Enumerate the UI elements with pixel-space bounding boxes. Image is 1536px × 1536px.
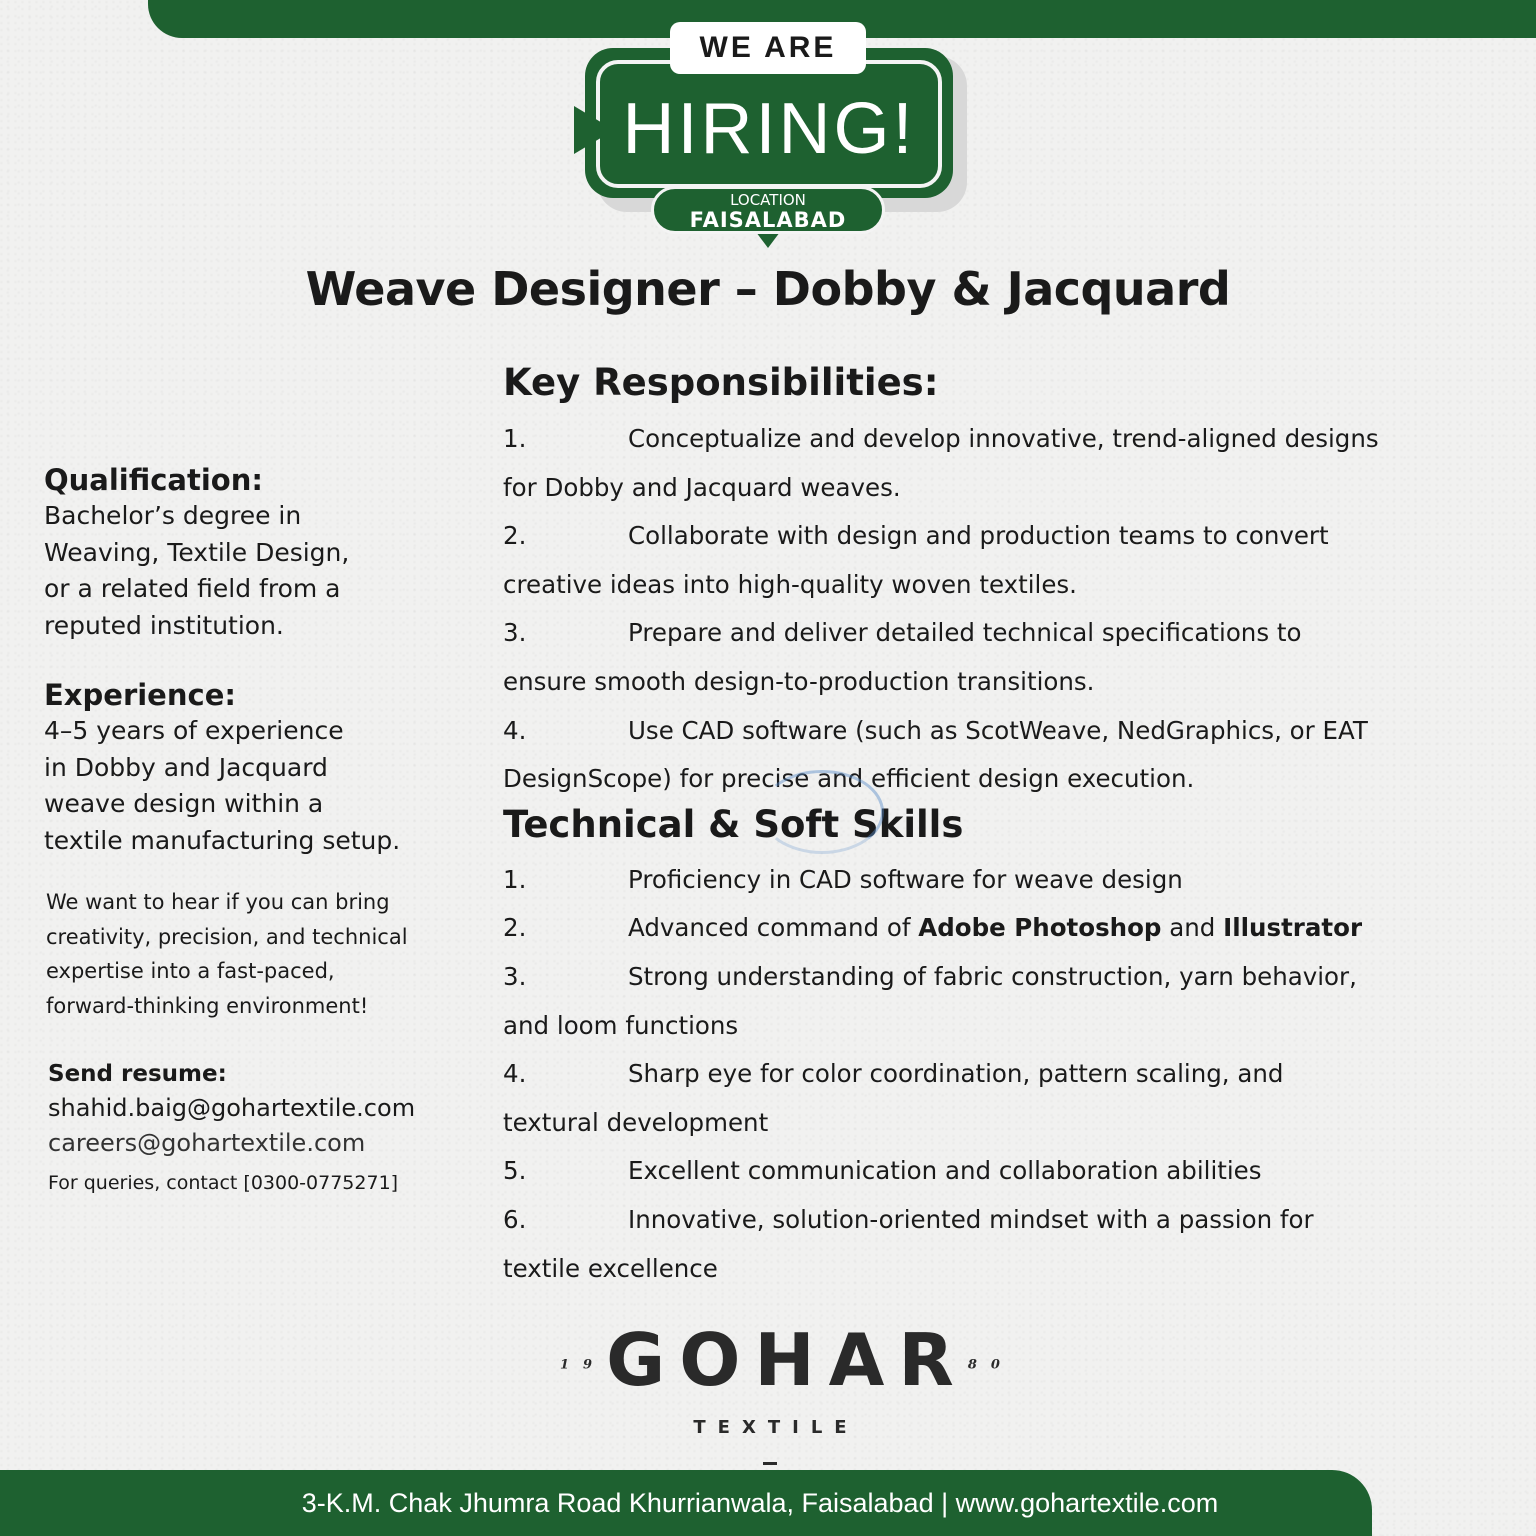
logo-year-left: 19 — [560, 1357, 607, 1373]
item-text: Prepare and deliver detailed technical specifications to — [628, 618, 1302, 648]
item-continuation: textile excellence — [503, 1253, 718, 1283]
send-resume-heading: Send resume: — [48, 1061, 227, 1087]
item-number: 1. — [503, 864, 527, 894]
skill-item — [503, 1196, 1503, 1293]
experience-section — [44, 677, 484, 859]
location-city: FAISALABAD — [689, 208, 847, 232]
experience-line: in Dobby and Jacquard — [44, 752, 328, 782]
responsibility-item — [503, 707, 1503, 804]
qualification-section — [44, 462, 484, 644]
responsibility-item — [503, 512, 1503, 609]
item-number: 3. — [503, 961, 527, 991]
experience-text — [44, 713, 484, 859]
pitch-line: expertise into a fast-paced, — [46, 959, 335, 983]
watermark-logo-icon — [760, 770, 884, 854]
skills-list — [503, 856, 1503, 1293]
item-text: Sharp eye for color coordination, pattern scaling, and — [628, 1059, 1284, 1089]
item-continuation: creative ideas into high-quality woven textiles. — [503, 569, 1077, 599]
pitch-line: creativity, precision, and technical — [46, 924, 408, 949]
item-number: 1. — [503, 424, 527, 453]
item-text: Strong understanding of fabric construction, yarn behavior, — [628, 961, 1357, 991]
item-text: Collaborate with design and production teams to convert — [628, 521, 1329, 551]
item-number: 3. — [503, 618, 527, 648]
item-text: Innovative, solution-oriented mindset with a passion for — [628, 1204, 1314, 1234]
responsibilities-list — [503, 415, 1503, 804]
hiring-label: HIRING! — [622, 89, 916, 169]
item-number: 2. — [503, 913, 527, 943]
job-title: Weave Designer – Dobby & Jacquard — [305, 262, 1231, 316]
logo-wordmark — [560, 1318, 1014, 1403]
qualification-line: Weaving, Textile Design, — [44, 537, 350, 567]
logo-name: GOHAR — [606, 1318, 968, 1402]
left-column — [44, 462, 484, 1205]
skill-item — [503, 953, 1503, 1050]
item-continuation: textural development — [503, 1107, 769, 1137]
pitch-line: forward-thinking environment! — [46, 993, 369, 1018]
item-bold-text: Illustrator — [1223, 913, 1363, 943]
item-text: Excellent communication and collaboration abilities — [628, 1156, 1262, 1186]
footer-address: 3-K.M. Chak Jhumra Road Khurrianwala, Faisalabad | www.gohartextile.com — [301, 1488, 1219, 1518]
item-number: 6. — [503, 1204, 527, 1234]
skill-item — [503, 904, 1503, 953]
we-are-label: WE ARE — [670, 22, 866, 74]
careers-email-link[interactable]: careers@gohartextile.com — [48, 1129, 366, 1157]
item-bold-text: Adobe Photoshop — [918, 913, 1162, 943]
skill-item — [503, 1147, 1503, 1196]
primary-email-link[interactable]: shahid.baig@gohartextile.com — [48, 1094, 416, 1122]
right-column — [503, 356, 1503, 1293]
item-continuation: and loom functions — [503, 1010, 739, 1040]
experience-line: weave design within a — [44, 789, 324, 818]
experience-heading: Experience: — [44, 678, 236, 712]
logo-subtitle: TEXTILE — [693, 1417, 859, 1439]
item-number: 2. — [503, 521, 527, 551]
queries-contact: For queries, contact [0300-0775271] — [48, 1172, 399, 1194]
item-continuation: ensure smooth design-to-production transitions. — [503, 666, 1095, 696]
item-continuation: for Dobby and Jacquard weaves. — [503, 472, 901, 502]
experience-line: textile manufacturing setup. — [44, 825, 401, 855]
qualification-heading: Qualification: — [44, 463, 263, 497]
logo-year-right: 80 — [967, 1357, 1014, 1373]
item-text: Use CAD software (such as ScotWeave, NedGraphics, or EAT — [628, 715, 1368, 745]
item-continuation: DesignScope) for precise and efficient design execution. — [503, 764, 1195, 794]
pitch-text — [46, 885, 484, 1023]
location-label: LOCATION — [730, 191, 806, 209]
responsibility-item — [503, 609, 1503, 706]
item-number: 4. — [503, 1059, 527, 1089]
responsibility-item — [503, 415, 1503, 512]
skills-heading: Technical & Soft Skills — [503, 802, 964, 846]
logo-dash — [763, 1462, 777, 1465]
item-number: 4. — [503, 715, 527, 745]
experience-line: 4–5 years of experience — [44, 716, 344, 745]
location-pill — [651, 186, 885, 234]
contact-section — [48, 1057, 484, 1205]
qualification-line: Bachelor’s degree in — [44, 501, 302, 530]
item-number: 5. — [503, 1156, 527, 1186]
responsibilities-heading: Key Responsibilities: — [503, 361, 939, 404]
pitch-line: We want to hear if you can bring — [46, 890, 390, 914]
location-pointer-icon — [756, 232, 780, 248]
item-text: Conceptualize and develop innovative, trend-aligned designs — [628, 424, 1379, 453]
qualification-line: reputed institution. — [44, 610, 284, 640]
company-logo — [560, 1318, 1014, 1465]
qualification-line: or a related field from a — [44, 574, 341, 603]
item-text: and — [1161, 913, 1224, 943]
item-text: Proficiency in CAD software for weave design — [628, 864, 1183, 894]
skill-item — [503, 1050, 1503, 1147]
qualification-text — [44, 498, 484, 644]
skill-item — [503, 856, 1503, 905]
item-text: Advanced command of — [628, 913, 919, 943]
